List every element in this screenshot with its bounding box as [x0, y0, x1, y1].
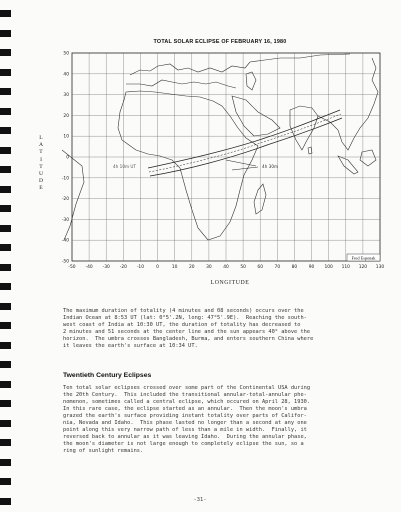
time-mark-2 [232, 167, 258, 170]
x-tick-label: 20 [188, 265, 195, 270]
x-tick-label: -10 [136, 265, 145, 270]
binding-hole [0, 342, 11, 349]
binding-hole [0, 361, 11, 368]
binding-hole [0, 420, 11, 427]
x-tick-label: 50 [240, 265, 246, 270]
y-tick-label: -50 [61, 259, 69, 265]
binding-hole [0, 381, 11, 388]
y-tick-label: 50 [63, 51, 69, 57]
x-tick-label: -50 [68, 265, 76, 270]
binding-hole [0, 478, 11, 485]
x-tick-label: -40 [85, 265, 93, 270]
figure-title: TOTAL SOLAR ECLIPSE OF FEBRUARY 16, 1980 [153, 39, 287, 45]
x-tick-label: 70 [274, 265, 281, 270]
binding-hole [0, 303, 11, 310]
credit-text: Fred Espenak [351, 255, 376, 261]
y-tick-label: 20 [63, 113, 69, 119]
binding-hole [0, 459, 11, 466]
map-grid [72, 53, 380, 261]
madagascar [254, 184, 266, 214]
binding-hole [0, 439, 11, 446]
y-tick-label: -40 [61, 238, 69, 244]
path-south-limit [150, 118, 342, 176]
sri-lanka [308, 147, 312, 154]
section-heading: Twentieth Century Eclipses [63, 372, 152, 379]
arabia [232, 96, 280, 136]
x-tick-label: 120 [358, 265, 368, 270]
x-tick-label: 100 [324, 265, 333, 270]
sumatra [338, 156, 358, 174]
europe-coast [130, 54, 350, 75]
path-north-limit [148, 110, 340, 168]
eclipse-path [148, 110, 342, 176]
borneo [360, 150, 376, 166]
x-tick-label: 110 [341, 265, 350, 270]
path-centerline [149, 114, 341, 172]
x-tick-label: 30 [206, 265, 212, 270]
x-tick-labels [68, 264, 384, 270]
paragraph-totality: The maximum duration of totality (4 minutes and 08 seconds) occurs over the Indian Ocean at 8:53 UT (lat: 0°5'.2N, long: 47°5'.9E). Reaching the south- west coast of India at 10:30 UT, the duration of totality has decreased to 2 minutes and 51 seconds at the center line and the sun appears 40° above the horizon. The umbra crosses Bangladesh, Burma, and enters southern China where it leaves the earth's surface at 10:34 UT. [63, 308, 314, 350]
mediterranean-north [126, 80, 236, 88]
place-label-1: 4h 10m UT [113, 164, 137, 169]
x-tick-label: 0 [156, 265, 159, 270]
x-tick-label: 10 [171, 265, 178, 270]
y-axis-label: L A T I T U D E [38, 135, 44, 192]
y-tick-label: -20 [61, 197, 69, 203]
x-tick-label: 130 [375, 265, 385, 270]
x-tick-label: 40 [223, 265, 229, 270]
x-tick-label: -20 [119, 265, 127, 270]
y-tick-label: -30 [61, 217, 69, 223]
x-tick-label: 90 [308, 265, 315, 270]
caspian-sea [246, 72, 256, 90]
coastlines [62, 54, 378, 240]
x-tick-label: 60 [257, 265, 264, 270]
binding-hole [0, 400, 11, 407]
page-number: -31- [193, 497, 207, 503]
y-tick-label: 0 [66, 155, 69, 161]
binding-hole [0, 322, 11, 329]
south-america-edge [62, 150, 84, 240]
x-axis-label: LONGITUDE [210, 280, 250, 286]
paragraph-20th-century: Ten total solar eclipses crossed over some part of the Continental USA during the 20th Century. This included the transitional annular-total-annular phe- nomenon, sometimes called a central eclipse, which occured on April 28, 1930. In this rare case, the eclipse started as an annular. Then the moon's umbra grazed the earth's surface providing instant totality over parts of Califor- nia, Nevada and Idaho. This phase lasted no longer than a second at any one point along this very narrow path of less than a mile in width. Finally, it reversed back to annular as it was leaving Idaho. During the annular phase, the moon's diameter is not large enough to completely eclipse the sun, so a ring of sunlight remains. [63, 385, 311, 455]
binding-hole [0, 498, 11, 505]
y-tick-label: 30 [63, 93, 69, 99]
y-tick-label: 10 [63, 134, 69, 140]
x-tick-label: -30 [102, 265, 110, 270]
place-label-2: 4h 30m [262, 164, 279, 169]
y-tick-label: 40 [63, 72, 69, 78]
y-tick-labels [62, 51, 69, 265]
y-tick-label: -10 [61, 176, 69, 182]
x-tick-label: 80 [291, 265, 298, 270]
